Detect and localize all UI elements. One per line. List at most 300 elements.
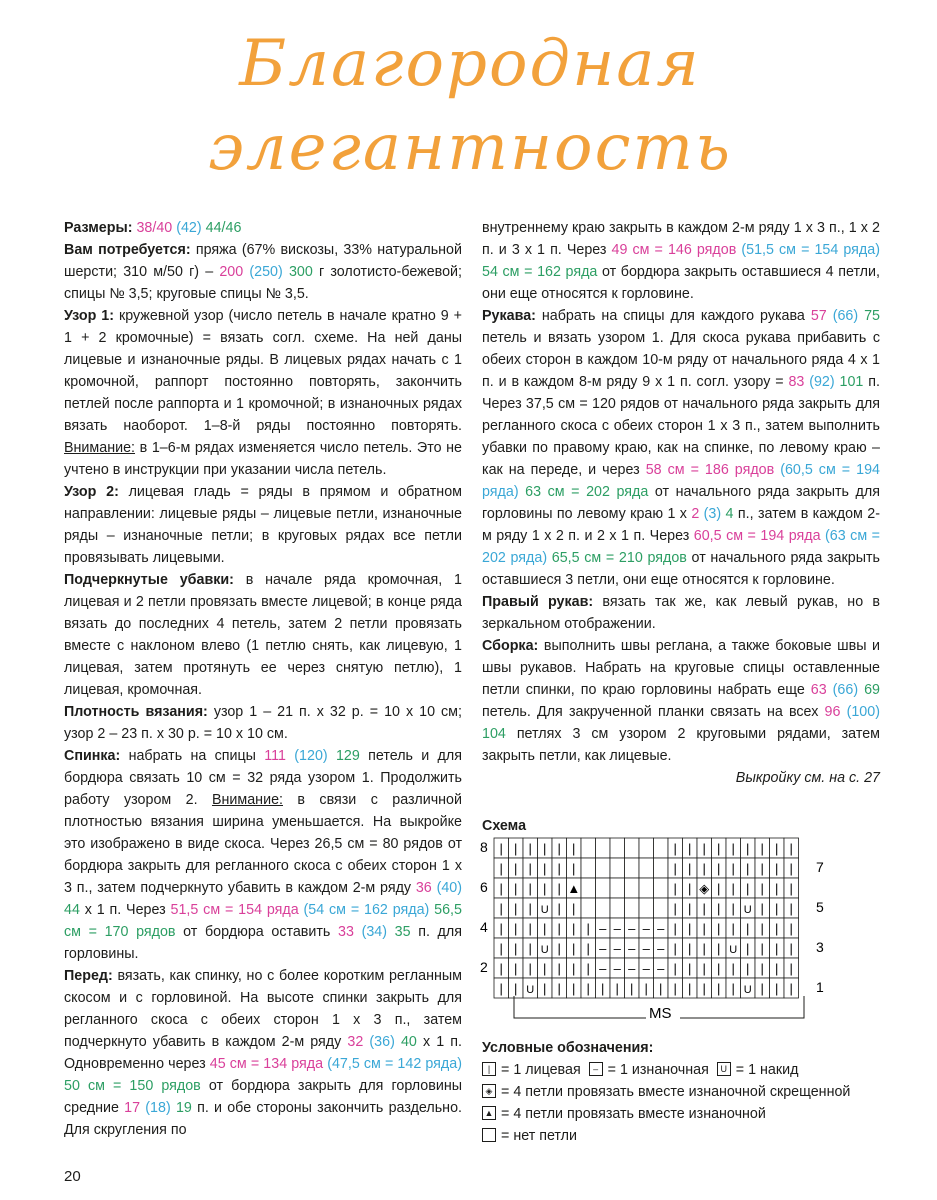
pattern1-label: Узор 1: (64, 308, 115, 324)
assembly-t3: петлях 3 см узором 2 круговыми рядами, затем закрыть петли, как лицевые. (482, 726, 880, 764)
k4tog-tbl-symbol-icon: ◈ (482, 1084, 496, 1098)
chart-cell-symbol: | (543, 841, 547, 856)
chart-cell-symbol: | (746, 921, 750, 936)
sleeves-v2: (66) (832, 308, 859, 324)
needs-text-2: г золотисто-бежевой; спицы № 3,5; круговые спицы № 3,5. (64, 264, 462, 302)
chart-cell (625, 878, 640, 898)
chart-cell-symbol: | (702, 841, 706, 856)
chart-cell (639, 878, 654, 898)
chart-cell-symbol: | (673, 961, 677, 976)
chart-cell-symbol: | (601, 981, 605, 996)
legend-row-4 (482, 1125, 882, 1147)
chart-cell-symbol: | (514, 841, 518, 856)
back-d2: (40) (436, 880, 462, 896)
needs-v1: 200 (219, 264, 244, 280)
row-label-5: 5 (816, 899, 824, 915)
chart-cell-symbol: – (599, 921, 607, 936)
legend-knit: = 1 лицевая (501, 1062, 581, 1078)
size-3: 44/46 (205, 220, 242, 236)
chart-cell-symbol: | (789, 861, 793, 876)
chart-cell-symbol: | (557, 881, 561, 896)
pattern2-label: Узор 2: (64, 484, 119, 500)
chart-cell-symbol: | (572, 901, 576, 916)
chart-cell-symbol: | (673, 941, 677, 956)
chart-cell-symbol: – (642, 961, 650, 976)
front-c3: 19 (175, 1100, 192, 1116)
assembly-w3: 104 (482, 726, 506, 742)
front-cont-paragraph (482, 217, 880, 305)
page-number: 20 (64, 1168, 81, 1185)
legend-yo: = 1 накид (735, 1062, 799, 1078)
back-v3: 129 (335, 748, 360, 764)
chart-cell-symbol: – (657, 961, 665, 976)
chart-cell-symbol: | (717, 941, 721, 956)
yarn-over-symbol-icon: U (717, 1062, 731, 1076)
chart-cell-symbol: | (514, 861, 518, 876)
needs-text-1: пряжа (67% вискозы, 33% натуральной шерсти; 310 м/50 г) – (64, 242, 462, 280)
chart-cell-symbol: U (540, 944, 549, 956)
legend-purl: = 1 изнаночная (607, 1062, 709, 1078)
sleeves-v3: 75 (864, 308, 880, 324)
chart-cell-symbol: U (729, 944, 738, 956)
chart-cell-symbol: | (499, 901, 503, 916)
chart-cell-symbol: | (659, 981, 663, 996)
chart-cell (581, 838, 596, 858)
sleeves-paragraph (482, 305, 880, 591)
chart-cell-symbol: | (789, 901, 793, 916)
chart-cell-symbol: | (499, 961, 503, 976)
chart-cell-symbol: | (760, 881, 764, 896)
sleeves-t4: от начального ряда закрыть для горловины по левому краю 1 х (482, 484, 880, 522)
front-t2: х 1 п. Одновременно через (64, 1034, 462, 1072)
front-d3: 40 (400, 1034, 417, 1050)
front-d1: 32 (347, 1034, 364, 1050)
chart-cell-symbol: | (528, 881, 532, 896)
chart-cell-symbol: | (543, 961, 547, 976)
density-paragraph (64, 701, 462, 745)
right-sleeve-text: вязать так же, как левый рукав, но в зеркальном отображении. (482, 594, 880, 632)
row-label-7: 7 (816, 859, 824, 875)
chart-cell-symbol: | (528, 961, 532, 976)
chart-cell-symbol: | (731, 961, 735, 976)
back-attention: Внимание: (211, 792, 283, 808)
back-t4: х 1 п. Через (79, 902, 171, 918)
back-t3: в связи с различной плотностью вязания ширина уменьшается. На выкройке это изображено в виде скоса. Через 26,5 см = 80 рядов от бордюра закрыть для регланного скоса с обеих сторон 1 х 3 п., затем подчеркнуто убавить в каждом 2-м ряду (64, 792, 462, 896)
back-d3: 44 (64, 902, 80, 918)
sleeves-t1: набрать на спицы для каждого рукава (535, 308, 811, 324)
back-d1: 36 (415, 880, 432, 896)
chart-cell-symbol: | (717, 981, 721, 996)
chart-cell-symbol: | (572, 841, 576, 856)
chart-cell-symbol: | (586, 941, 590, 956)
chart-cell (654, 838, 669, 858)
sleeves-t5: п., затем в каждом 2-м ряду 1 х 2 п. и 2 х 1 п. Через (482, 506, 880, 544)
chart-cell-symbol: | (717, 901, 721, 916)
chart-cell-symbol: | (775, 981, 779, 996)
sleeves-n3: 4 (725, 506, 734, 522)
chart-cell-symbol: | (514, 981, 518, 996)
assembly-w2: (100) (846, 704, 880, 720)
pattern2-text: лицевая гладь = ряды в прямом и обратном направлении: лицевые ряды – лицевые петли, изнаночные ряды – изнаночные петли; в круговых рядах все петли провязывать лицевыми. (64, 484, 462, 566)
chart-cell (610, 858, 625, 878)
chart-cell-symbol: | (731, 841, 735, 856)
legend-k4tog-tbl: = 4 петли провязать вместе изнаночной скрещенной (501, 1084, 851, 1100)
chart-cell-symbol: | (731, 981, 735, 996)
chart-cell-symbol: | (528, 941, 532, 956)
purl-symbol-icon: – (589, 1062, 603, 1076)
back-h3: 56,5 см = 170 рядов (64, 902, 462, 940)
sleeves-s3: 101 (839, 374, 864, 390)
pattern-reference: Выкройку см. на с. 27 (735, 770, 880, 786)
assembly-t2: петель. Для закрученной планки связать на всех (482, 704, 825, 720)
sleeves-h1: 58 см = 186 рядов (645, 462, 775, 478)
chart-cell (625, 898, 640, 918)
chart-cell (625, 858, 640, 878)
chart-cell-symbol: | (746, 841, 750, 856)
chart-cell-symbol: | (731, 881, 735, 896)
chart-cell (654, 878, 669, 898)
row-label-2: 2 (480, 959, 488, 975)
chart-cell-symbol: | (673, 841, 677, 856)
chart-cell-symbol: | (775, 881, 779, 896)
chart-cell (610, 898, 625, 918)
pattern1-text: кружевной узор (число петель в начале кратно 9 + 1 + 2 кромочные) = вязать согл. схеме. На ней даны лицевые и изнаночные ряды. В лицевых рядах начать с 1 кромочной, раппорт постоянно повторять, закончить петлей после раппорта и 1 кромочной; в изнаночных рядах вязать наоборот. 1–8-й ряды постоянно повторять. (64, 308, 462, 434)
chart-cell-symbol: | (499, 981, 503, 996)
back-t6: п. для горловины. (64, 924, 462, 962)
chart-cell (581, 858, 596, 878)
legend-no-stitch: = нет петли (501, 1128, 577, 1144)
pattern2-paragraph (64, 481, 462, 569)
front-cont-h1: 49 см = 146 рядов (611, 242, 737, 258)
chart-cell-symbol: | (775, 921, 779, 936)
chart-cell-symbol: | (775, 901, 779, 916)
front-h3: 50 см = 150 рядов (64, 1078, 201, 1094)
chart-cell-symbol: – (599, 961, 607, 976)
back-r3: 35 (394, 924, 411, 940)
chart-cell-symbol: – (628, 941, 636, 956)
chart-cell-symbol: | (673, 921, 677, 936)
chart-cell-symbol: U (540, 904, 549, 916)
chart-cell-symbol: | (514, 941, 518, 956)
knit-symbol-icon: | (482, 1062, 496, 1076)
chart-cell-symbol: | (514, 921, 518, 936)
chart-cell-symbol: | (717, 841, 721, 856)
chart-cell-symbol: | (702, 981, 706, 996)
right-sleeve-label: Правый рукав: (482, 594, 594, 610)
decrease-label: Подчеркнутые убавки: (64, 572, 234, 588)
no-stitch-symbol-icon (482, 1128, 496, 1142)
front-d2: (36) (369, 1034, 395, 1050)
pattern1-attention: Внимание: (64, 440, 136, 456)
chart-cell-symbol: | (717, 881, 721, 896)
chart-cell (625, 838, 640, 858)
chart-cell-symbol: | (688, 981, 692, 996)
chart-cell-symbol: | (673, 881, 677, 896)
chart-cell-symbol: | (789, 881, 793, 896)
pattern1-text-2: в 1–6-м рядах изменяется число петель. Это не учтено в инструкции при указании числа петель. (64, 440, 462, 478)
knitting-chart (478, 836, 838, 1036)
left-column (64, 217, 462, 1141)
chart-cell-symbol: | (499, 941, 503, 956)
chart-cell-symbol: – (628, 961, 636, 976)
chart-cell-symbol: – (628, 921, 636, 936)
chart-cell-symbol: | (514, 961, 518, 976)
chart-cell-symbol: | (557, 921, 561, 936)
assembly-w1: 96 (824, 704, 841, 720)
chart-cell (581, 878, 596, 898)
decrease-paragraph (64, 569, 462, 701)
size-1: 38/40 (136, 220, 173, 236)
chart-cell (596, 838, 611, 858)
chart-cell-symbol: | (760, 941, 764, 956)
front-t4: п. и обе стороны закончить раздельно. Для скругления по (64, 1100, 462, 1138)
back-v1: 111 (264, 748, 286, 764)
chart-cell-symbol: | (760, 861, 764, 876)
front-cont-h3: 54 см = 162 ряда (482, 264, 598, 280)
chart-cell-symbol: | (586, 981, 590, 996)
legend-title: Условные обозначения: (482, 1040, 654, 1056)
chart-cell-symbol: | (789, 981, 793, 996)
sleeves-s1: 83 (788, 374, 805, 390)
chart-cell-symbol: | (557, 841, 561, 856)
legend-row-3 (482, 1103, 882, 1125)
legend (482, 1037, 882, 1147)
front-t3: от бордюра закрыть для горловины средние (64, 1078, 462, 1116)
front-paragraph (64, 965, 462, 1141)
chart-cell-symbol: | (702, 941, 706, 956)
chart-cell-symbol: | (499, 881, 503, 896)
chart-cell-symbol: | (702, 901, 706, 916)
assembly-v1: 63 (810, 682, 827, 698)
chart-cell-symbol: | (775, 941, 779, 956)
row-label-4: 4 (480, 919, 488, 935)
chart-cell-symbol: | (615, 981, 619, 996)
right-sleeve-paragraph (482, 591, 880, 635)
back-v2: (120) (294, 748, 328, 764)
p4tog-symbol-icon: ▲ (482, 1106, 496, 1120)
back-r2: (34) (361, 924, 388, 940)
front-h2: (47,5 см = 142 ряда) (327, 1056, 462, 1072)
chart-cell-symbol: | (572, 861, 576, 876)
back-t5: от бордюра оставить (175, 924, 339, 940)
chart-cell-symbol: | (717, 961, 721, 976)
back-r1: 33 (338, 924, 354, 940)
sleeves-k2: (63 см = 202 ряда) (482, 528, 880, 566)
chart-cell-symbol: | (514, 881, 518, 896)
row-label-3: 3 (816, 939, 824, 955)
legend-row-2 (482, 1081, 882, 1103)
chart-cell-symbol: – (657, 921, 665, 936)
chart-cell-symbol: | (775, 961, 779, 976)
chart-cell-symbol: ◈ (699, 881, 710, 896)
density-label: Плотность вязания: (64, 704, 208, 720)
assembly-v2: (66) (832, 682, 859, 698)
chart-cell (610, 838, 625, 858)
chart-cell-symbol: | (557, 961, 561, 976)
front-label: Перед: (64, 968, 113, 984)
sizes-label: Размеры: (64, 220, 133, 236)
chart-cell-symbol: U (743, 984, 752, 996)
chart-cell-symbol: | (789, 841, 793, 856)
front-cont-h2: (51,5 см = 154 ряда) (741, 242, 880, 258)
chart-cell-symbol: | (746, 941, 750, 956)
chart-cell-symbol: | (688, 881, 692, 896)
chart-cell-symbol: | (688, 921, 692, 936)
repeat-label: MS (649, 1005, 672, 1022)
chart-cell (654, 898, 669, 918)
chart-cell-symbol: | (586, 921, 590, 936)
title-line-2: элегантность (208, 111, 732, 185)
chart-cell-symbol: | (688, 841, 692, 856)
decrease-text: в начале ряда кромочная, 1 лицевая и 2 петли провязать вместе лицевой; в конце ряда вязать до последних 4 петель, затем 2 петли провязать вместе с наклоном влево (1 петлю снять, как лицевую, 1 лицевая, затем протянуть ее через снятую петлю), 1 лицевая, кромочная. (64, 572, 462, 698)
chart-cell-symbol: | (543, 861, 547, 876)
sleeves-label: Рукава: (482, 308, 536, 324)
size-2: (42) (176, 220, 202, 236)
chart-cell-symbol: U (526, 984, 535, 996)
back-h1: 51,5 см = 154 ряда (170, 902, 299, 918)
chart-cell-symbol: | (572, 941, 576, 956)
chart-cell (596, 898, 611, 918)
assembly-label: Сборка: (482, 638, 539, 654)
front-t1: вязать, как спинку, но с более коротким регланным скосом и с горловиной. На высоте спинки закрыть для регланного скоса с обеих сторон 1 х 3 п., затем подчеркнуто убавить в каждом 2-м ряду (64, 968, 462, 1050)
chart-cell-symbol: – (613, 921, 621, 936)
back-t2: петель и для бордюра связать 10 см = 32 ряда узором 1. Продолжить работу узором 2. (64, 748, 462, 808)
needs-paragraph (64, 239, 462, 305)
chart-cell-symbol: | (673, 981, 677, 996)
chart-cell-symbol: | (688, 941, 692, 956)
chart-cell-symbol: | (557, 901, 561, 916)
chart-cell (596, 858, 611, 878)
chart-cell-symbol: | (731, 921, 735, 936)
chart-cell-symbol: | (557, 941, 561, 956)
chart-cell-symbol: U (743, 904, 752, 916)
needs-label: Вам потребуется: (64, 242, 191, 258)
chart-cell-symbol: | (586, 961, 590, 976)
chart-cell-symbol: | (760, 981, 764, 996)
chart-cell (639, 898, 654, 918)
chart-cell-symbol: | (702, 961, 706, 976)
sleeves-h3: 63 см = 202 ряда (525, 484, 649, 500)
chart-cell-symbol: – (642, 921, 650, 936)
chart-cell-symbol: | (557, 981, 561, 996)
chart-cell-symbol: | (673, 901, 677, 916)
chart-cell-symbol: – (599, 941, 607, 956)
chart-cell-symbol: | (572, 921, 576, 936)
sleeves-h2: (60,5 см = 194 ряда) (482, 462, 880, 500)
chart-cell-symbol: | (630, 981, 634, 996)
chart-cell-symbol: | (528, 841, 532, 856)
legend-row-1 (482, 1059, 882, 1081)
right-column (482, 217, 880, 789)
chart-cell-symbol: | (499, 841, 503, 856)
back-label: Спинка: (64, 748, 121, 764)
chart-cell-symbol: | (746, 961, 750, 976)
sleeves-t3: п. Через 37,5 см = 120 рядов от начального ряда закрыть для регланного скоса с обеих сторон 1 х 3 п., затем выполнить убавки по правому краю, как на спинке, по левому краю – как на переде, и через (482, 374, 880, 478)
chart-cell-symbol: | (717, 921, 721, 936)
back-h2: (54 см = 162 ряда) (303, 902, 430, 918)
chart-cell-symbol: | (543, 981, 547, 996)
chart-cell-symbol: | (731, 901, 735, 916)
chart-cell-symbol: | (789, 961, 793, 976)
chart-cell-symbol: | (572, 981, 576, 996)
chart-cell (639, 858, 654, 878)
chart-cell-symbol: | (731, 861, 735, 876)
assembly-v3: 69 (864, 682, 880, 698)
front-cont-t2: от бордюра закрыть оставшиеся 4 петли, они еще относятся к горловине. (482, 264, 880, 302)
chart-cell-symbol: | (499, 861, 503, 876)
legend-p4tog: = 4 петли провязать вместе изнаночной (501, 1106, 766, 1122)
back-t1: набрать на спицы (128, 748, 265, 764)
assembly-paragraph (482, 635, 880, 767)
chart-cell-symbol: | (775, 861, 779, 876)
chart-cell-symbol: | (528, 921, 532, 936)
front-c2: (18) (145, 1100, 171, 1116)
needs-v3: 300 (288, 264, 313, 280)
sleeves-k3: 65,5 см = 210 рядов (551, 550, 687, 566)
chart-cell (639, 838, 654, 858)
chart-cell-symbol: | (760, 921, 764, 936)
chart-cell-symbol: | (702, 921, 706, 936)
chart-cell-symbol: – (642, 941, 650, 956)
chart-cell-symbol: | (557, 861, 561, 876)
front-cont-t1: внутреннему краю закрыть в каждом 2-м ряду 1 х 3 п., 1 х 2 п. и 3 х 1 п. Через (482, 220, 880, 258)
chart-cell-symbol: | (775, 841, 779, 856)
sleeves-t6: от начального ряда закрыть оставшиеся 3 петли, они еще относятся к горловине. (482, 550, 880, 588)
pattern1-paragraph (64, 305, 462, 481)
assembly-t1: выполнить швы реглана, а также боковые швы и швы рукавов. Набрать на круговые спицы оставленные петли спинки, по краю горловины набрать еще (482, 638, 880, 698)
chart-cell-symbol: | (543, 881, 547, 896)
chart-cell (610, 878, 625, 898)
schema-title: Схема (482, 818, 527, 834)
needs-v2: (250) (249, 264, 283, 280)
chart-cell-symbol: | (644, 981, 648, 996)
chart-cell-symbol: | (688, 861, 692, 876)
row-label-1: 1 (816, 979, 824, 995)
chart-cell-symbol: | (528, 861, 532, 876)
chart-cell-symbol: | (499, 921, 503, 936)
chart-cell-symbol: | (514, 901, 518, 916)
front-h1: 45 см = 134 ряда (209, 1056, 324, 1072)
sleeves-n1: 2 (691, 506, 700, 522)
row-label-8: 8 (480, 839, 488, 855)
sizes-paragraph (64, 217, 462, 239)
chart-cell-symbol: ▲ (567, 881, 581, 896)
front-c1: 17 (124, 1100, 141, 1116)
chart-cell-symbol: | (688, 901, 692, 916)
sleeves-v1: 57 (810, 308, 827, 324)
chart-cell-symbol: | (789, 941, 793, 956)
chart-cell (596, 878, 611, 898)
back-paragraph (64, 745, 462, 965)
sleeves-t2: петель и вязать узором 1. Для скоса рукава прибавить с обеих сторон в каждом 10-м ряду от начального ряда 4 х 1 п. и в каждом 8-м ряду 9 х 1 п. согл. узору = (482, 330, 880, 390)
chart-cell-symbol: | (746, 881, 750, 896)
chart-cell-symbol: | (760, 901, 764, 916)
chart-cell (581, 898, 596, 918)
chart-cell-symbol: | (702, 861, 706, 876)
chart-cell-symbol: – (657, 941, 665, 956)
chart-cell-symbol: | (543, 921, 547, 936)
chart-grid (494, 838, 799, 998)
row-label-6: 6 (480, 879, 488, 895)
chart-cell-symbol: | (673, 861, 677, 876)
chart-cell-symbol: | (688, 961, 692, 976)
density-text: узор 1 – 21 п. х 32 р. = 10 х 10 см; узор 2 – 23 п. х 30 р. = 10 х 10 см. (64, 704, 462, 742)
sleeves-n2: (3) (703, 506, 722, 522)
chart-cell-symbol: | (789, 921, 793, 936)
title-line-1: Благородная (239, 27, 701, 101)
sleeves-s2: (92) (809, 374, 835, 390)
chart-cell-symbol: | (717, 861, 721, 876)
